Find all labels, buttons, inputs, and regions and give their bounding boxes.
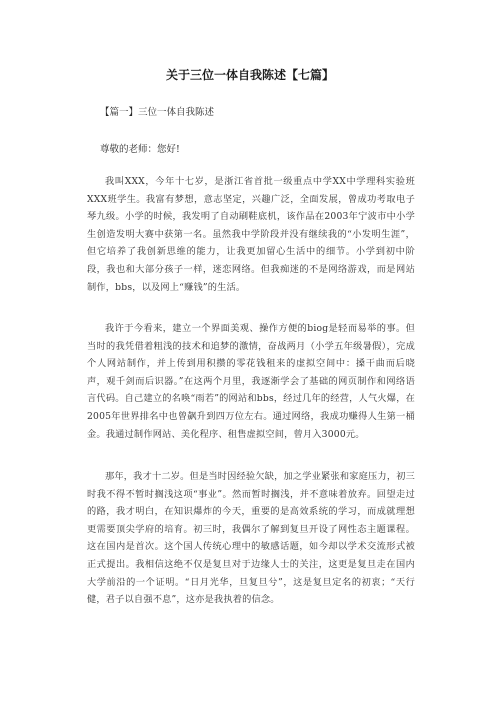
body-paragraph: 那年，我才十二岁。但是当时因经验欠缺，加之学业紧张和家庭压力，初三时我不得不暂时搁浅这项“事业”。然而暂时搁浅，并不意味着放弃。回望走过的路，我才明白，在知识爆炸的今天，重要的是高效系统的学习，而成就理想更需要顶尖学府的培育。初三时，我偶尔了解到复旦开设了网性态主题课程。这在国内是首次。这个国人传统心理中的敏感话题，如今却以学术交流形式被正式提出。我相信这绝不仅是复旦对于边缘人士的关注，这更是复旦走在国内大学前沿的一个证明。“日月光华，旦复旦兮”，这是复旦定名的初衷；“天行健，君子以自强不息”，这亦是我执着的信念。 [87, 471, 415, 606]
section-heading: 【篇一】三位一体自我陈述 [100, 107, 215, 118]
document-title: 关于三位一体自我陈述【七篇】 [165, 68, 334, 82]
body-paragraph: 我叫XXX，今年十七岁，是浙江省首批一级重点中学XX中学理科实验班XXX班学生。我富有梦想，意志坚定，兴趣广泛，全面发展，曾成功考取电子琴九级。小学的时候，我发明了自动刷鞋底机，该作品在2003年宁波市中小学生创造发明大赛中获第一名。虽然我中学阶段并没有继续我的“小发明生涯”，但它培养了我创新思维的能力，让我更加留心生活中的细节。小学到初中阶段，我也和大部分孩子一样，迷恋网络。但我痴迷的不是网络游戏，而是网站制作，bbs，以及网上“赚钱”的生活。 [87, 176, 415, 293]
body-paragraph: 我许于今看来，建立一个界面美观、操作方便的biog是轻而易举的事。但当时的我凭借着粗浅的技术和追梦的激情，奋战两月（小学五年级暑假），完成个人网站制作，并上传到用积攒的零花钱租来的虚拟空间中：搡干曲而后晓声，观千剑而后识器。”在这两个月里，我逐渐学会了基础的网页制作和网络语言代码。自己建立的名唤“雨若”的网站和bbs，经过几年的经营，人气火爆，在2005年世界排名中也曾飙升到四万位左右。通过网络，我成功赚得人生第一桶金。我通过制作网站、美化程序、租售虚拟空间，曾月入3000元。 [87, 323, 415, 440]
greeting-line: 尊敬的老师：您好! [100, 144, 180, 155]
